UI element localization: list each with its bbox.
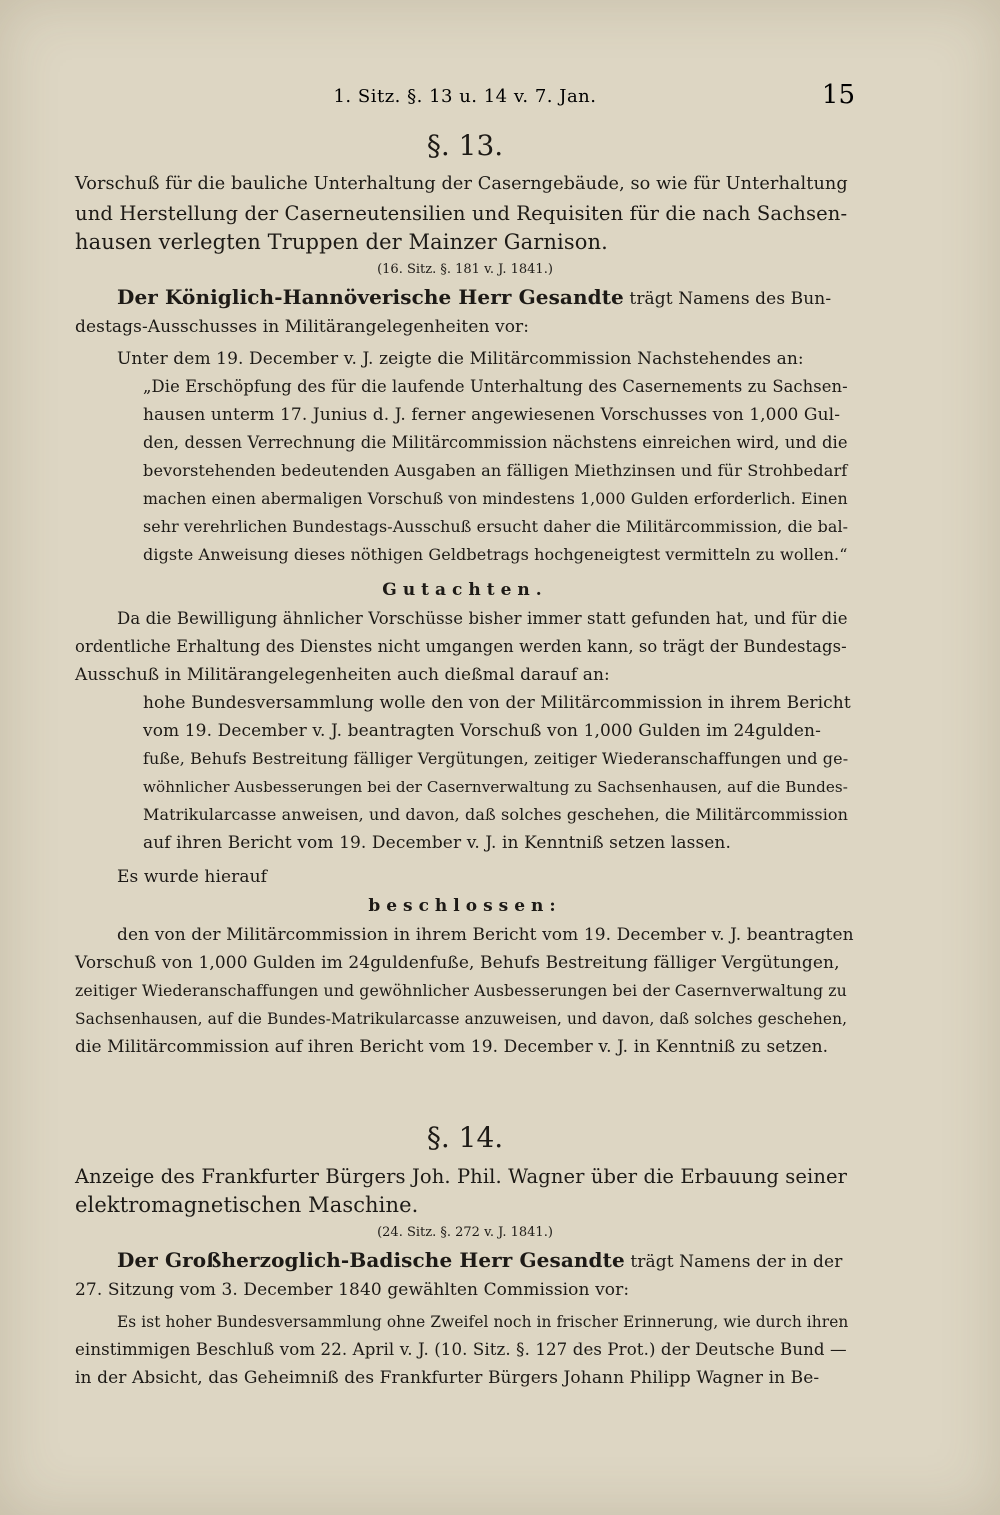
speaker: Der Großherzoglich-Badische Herr Gesandte (117, 1248, 625, 1272)
antrag-line: fuße, Behufs Bestreitung fälliger Vergütungen, zeitiger Wiederanschaffungen und ge- (143, 749, 849, 768)
section-14-title-line: Anzeige des Frankfurter Bürgers Joh. Phil. Wagner über die Erbauung seiner (75, 1165, 848, 1188)
report-line: machen einen abermaligen Vorschuß von mindestens 1,000 Gulden erforderlich. Einen (143, 489, 848, 508)
gutachten-line: ordentliche Erhaltung des Dienstes nicht umgangen werden kann, so trägt der Bundestags- (75, 637, 847, 656)
hierauf-line: Es wurde hierauf (117, 867, 268, 887)
section-13-title-line: und Herstellung der Caserneutensilien und Requisiten für die nach Sachsen- (75, 202, 848, 225)
section-14-title-line: elektromagnetischen Maschine. (75, 1193, 419, 1217)
section-13-title-line: hausen verlegten Truppen der Mainzer Garnison. (75, 230, 608, 254)
section-13-intro-line: Der Königlich-Hannöverische Herr Gesandte trägt Namens des Bun- (117, 285, 832, 309)
antrag-line: auf ihren Bericht vom 19. December v. J. in Kenntniß setzen lassen. (143, 833, 731, 853)
gutachten-line: Ausschuß in Militärangelegenheiten auch dießmal darauf an: (75, 665, 610, 685)
antrag-line: Matrikularcasse anweisen, und davon, daß solches geschehen, die Militärcommission (143, 805, 849, 824)
gutachten-line: Da die Bewilligung ähnlicher Vorschüsse bisher immer statt gefunden hat, und für die (117, 609, 848, 628)
section-14-intro-line: Der Großherzoglich-Badische Herr Gesandte trägt Namens der in der (117, 1248, 843, 1272)
report-line: bevorstehenden bedeutenden Ausgaben an fälligen Miethzinsen und für Strohbedarf (143, 461, 848, 480)
beschluss-line: zeitiger Wiederanschaffungen und gewöhnlicher Ausbesserungen bei der Casernverwaltung zu (75, 981, 847, 1000)
body-line: Es ist hoher Bundesversammlung ohne Zweifel noch in frischer Erinnerung, wie durch ihren (117, 1313, 849, 1331)
beschluss-line: Sachsenhausen, auf die Bundes-Matrikularcasse anzuweisen, und davon, daß solches geschehen, (75, 1010, 848, 1028)
running-header (75, 80, 855, 118)
report-line: Unter dem 19. December v. J. zeigte die Militärcommission Nachstehendes an: (117, 349, 804, 369)
section-13-title-line: Vorschuß für die bauliche Unterhaltung der Caserngebäude, so wie für Unterhaltung (75, 174, 848, 194)
section-14 (75, 1118, 855, 1392)
section-13-heading: §. 13. (426, 129, 504, 162)
report-line: digste Anweisung dieses nöthigen Geldbetrags hochgeneigtest vermitteln zu wollen.“ (143, 545, 848, 564)
running-head: 1. Sitz. §. 13 u. 14 v. 7. Jan. (333, 86, 597, 107)
gutachten-heading: Gutachten. (382, 580, 548, 600)
body-line: in der Absicht, das Geheimniß des Frankfurter Bürgers Johann Philipp Wagner in Be- (75, 1368, 820, 1388)
report-line: sehr verehrlichen Bundestags-Ausschuß ersucht daher die Militärcommission, die bal- (143, 517, 849, 536)
report-line: den, dessen Verrechnung die Militärcommission nächstens einreichen wird, und die (143, 433, 848, 452)
beschluss-line: den von der Militärcommission in ihrem Bericht vom 19. December v. J. beantragten (117, 925, 854, 945)
antrag-line: hohe Bundesversammlung wolle den von der Militärcommission in ihrem Bericht (143, 693, 851, 713)
beschlossen-heading: beschlossen: (368, 896, 562, 916)
section-13-intro-line: destags-Ausschusses in Militärangelegenheiten vor: (75, 317, 530, 337)
report-line: hausen unterm 17. Junius d. J. ferner angewiesenen Vorschusses von 1,000 Gul- (143, 405, 841, 425)
body-line: einstimmigen Beschluß vom 22. April v. J. (10. Sitz. §. 127 des Prot.) der Deutsche Bund — (75, 1340, 847, 1359)
page-number: 15 (821, 80, 855, 110)
section-13-reference: (16. Sitz. §. 181 v. J. 1841.) (377, 262, 553, 277)
beschluss-line: Vorschuß von 1,000 Gulden im 24guldenfuße, Behufs Bestreitung fälliger Vergütungen, (75, 953, 840, 973)
section-14-reference: (24. Sitz. §. 272 v. J. 1841.) (377, 1225, 553, 1240)
section-14-intro-line: 27. Sitzung vom 3. December 1840 gewählten Commission vor: (75, 1280, 630, 1300)
section-14-heading: §. 14. (426, 1121, 504, 1154)
speaker: Der Königlich-Hannöverische Herr Gesandte (117, 285, 624, 309)
section-13 (75, 126, 855, 1061)
report-line: „Die Erschöpfung des für die laufende Unterhaltung des Casernements zu Sachsen- (143, 377, 848, 396)
antrag-line: wöhnlicher Ausbesserungen bei der Casernverwaltung zu Sachsenhausen, auf die Bundes- (143, 778, 848, 796)
antrag-line: vom 19. December v. J. beantragten Vorschuß von 1,000 Gulden im 24gulden- (143, 721, 821, 741)
beschluss-line: die Militärcommission auf ihren Bericht vom 19. December v. J. in Kenntniß zu setzen. (75, 1037, 829, 1057)
